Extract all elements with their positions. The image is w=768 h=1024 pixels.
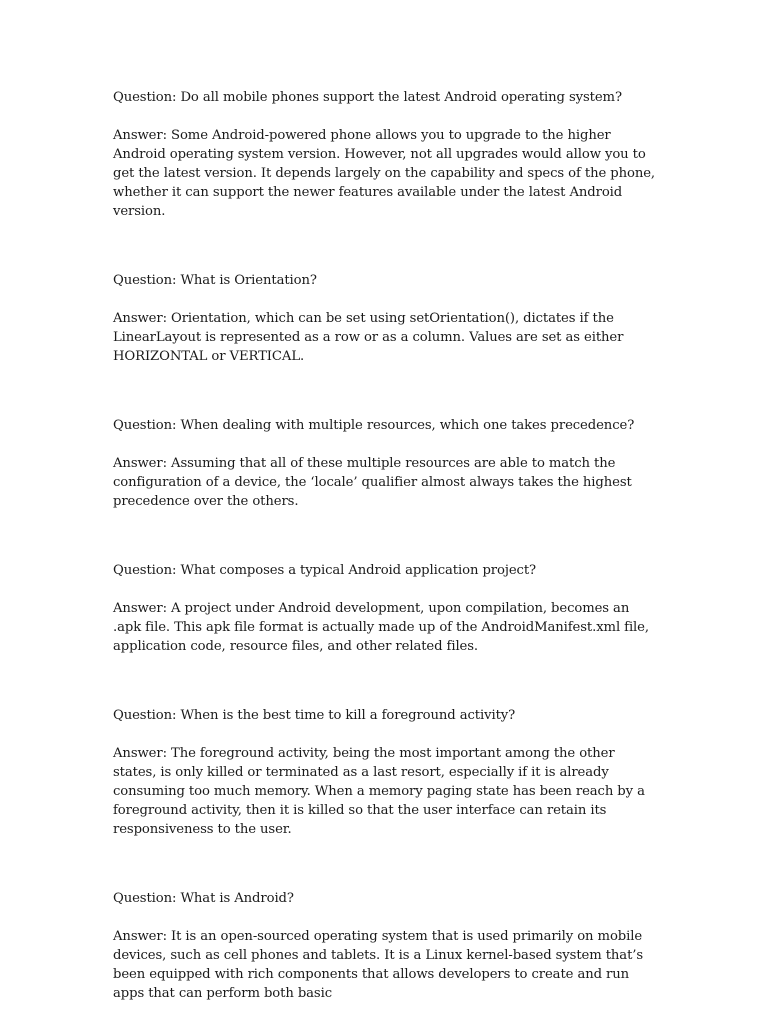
qa-block (113, 706, 658, 839)
answer-text: Answer: Orientation, which can be set using setOrientation(), dictates if the LinearLayout is represented as a row or as a column. Values are set as either HORIZONTAL or VERTICAL. (113, 311, 624, 364)
qa-block (113, 416, 658, 511)
question-text: Question: What is Orientation? (113, 273, 317, 288)
document-page (113, 88, 658, 1003)
qa-block (113, 88, 658, 221)
question-text: Question: When dealing with multiple resources, which one takes precedence? (113, 418, 635, 433)
question-text: Question: When is the best time to kill a foreground activity? (113, 708, 516, 723)
qa-block (113, 561, 658, 656)
answer-text: Answer: A project under Android development, upon compilation, becomes an .apk file. This apk file format is actually made up of the AndroidManifest.xml file, application code, resource files, and other related files. (113, 601, 649, 654)
question-text: Question: What composes a typical Android application project? (113, 563, 536, 578)
qa-block (113, 889, 658, 1003)
answer-text: Answer: Assuming that all of these multiple resources are able to match the configuration of a device, the ‘locale’ qualifier almost always takes the highest precedence over the others. (113, 456, 632, 509)
answer-text: Answer: The foreground activity, being the most important among the other states, is only killed or terminated as a last resort, especially if it is already consuming too much memory. When a memory paging state has been reach by a foreground activity, then it is killed so that the user interface can retain its responsiveness to the user. (113, 746, 645, 837)
question-text: Question: What is Android? (113, 891, 294, 906)
qa-block (113, 271, 658, 366)
answer-text: Answer: Some Android-powered phone allows you to upgrade to the higher Android operating system version. However, not all upgrades would allow you to get the latest version. It depends largely on the capability and specs of the phone, whether it can support the newer features available under the latest Android version. (113, 128, 656, 219)
answer-text: Answer: It is an open-sourced operating system that is used primarily on mobile devices, such as cell phones and tablets. It is a Linux kernel-based system that’s been equipped with rich components that allows developers to create and run apps that can perform both basic (113, 929, 644, 1001)
question-text: Question: Do all mobile phones support the latest Android operating system? (113, 90, 622, 105)
